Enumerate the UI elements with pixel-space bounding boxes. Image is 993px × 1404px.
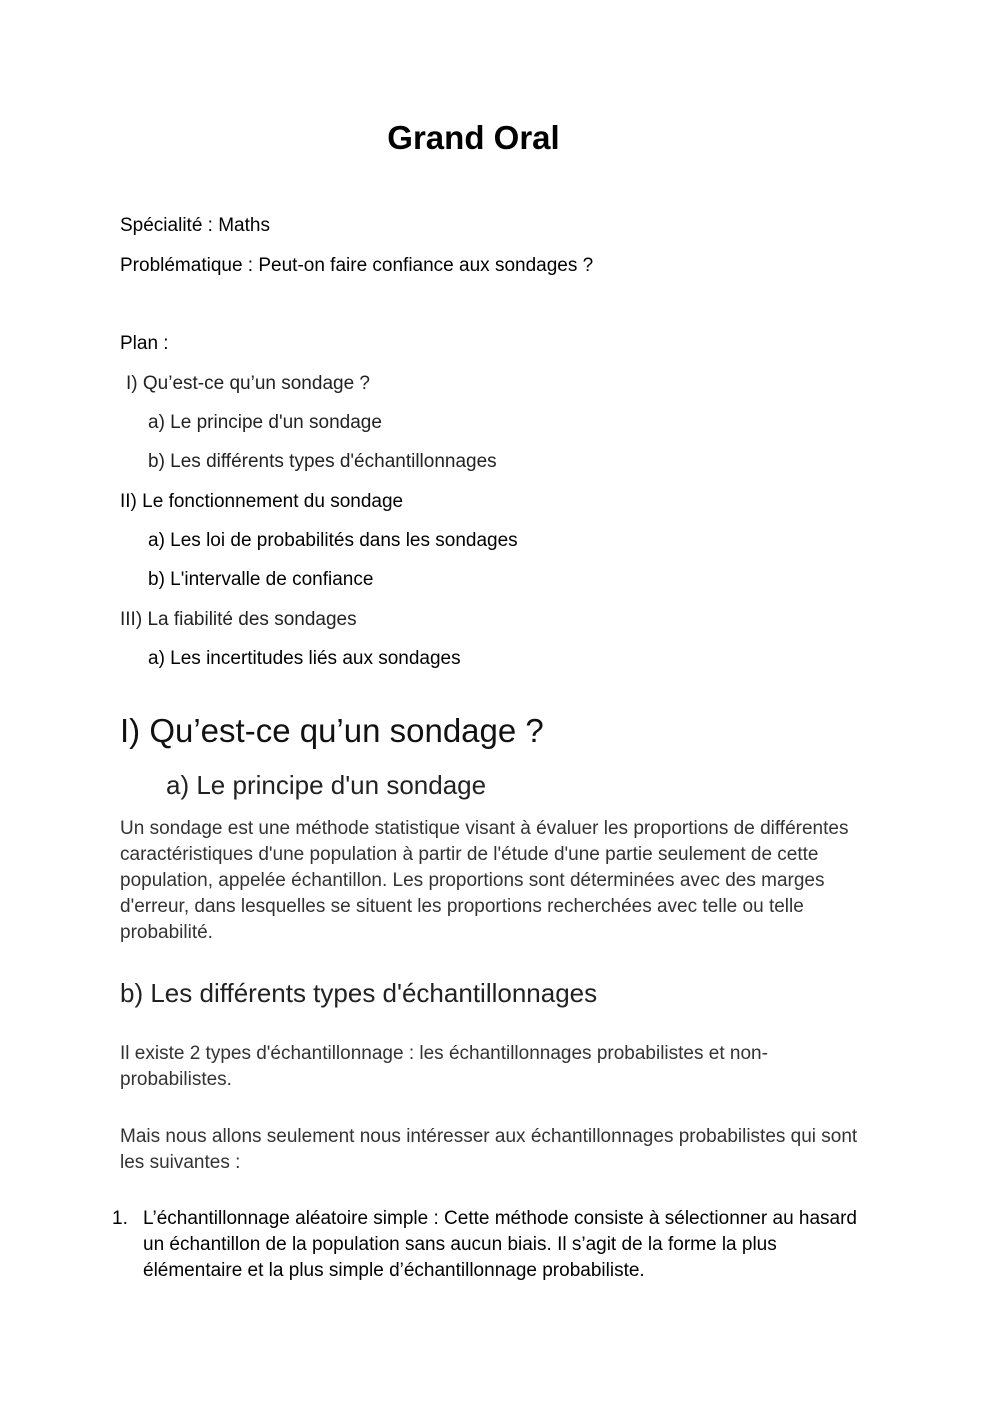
plan-item-part-1b: b) Les différents types d'échantillonnages — [148, 451, 497, 472]
section-1-heading: I) Qu’est-ce qu’un sondage ? — [120, 712, 544, 749]
document-title: Grand Oral — [387, 119, 560, 156]
list-item-number: 1. — [112, 1208, 128, 1229]
section-1b-paragraph-1: Il existe 2 types d'échantillonnage : les échantillonnages probabilistes et non-probabilistes. — [120, 1043, 768, 1090]
plan-item-part-1: I) Qu’est-ce qu’un sondage ? — [126, 373, 370, 394]
section-1b-paragraph-2: Mais nous allons seulement nous intéresser aux échantillonnages probabilistes qui sont les suivantes : — [120, 1126, 858, 1173]
plan-item-part-2b: b) L'intervalle de confiance — [148, 569, 374, 590]
plan-item-part-2: II) Le fonctionnement du sondage — [120, 491, 404, 512]
section-1a-paragraph: Un sondage est une méthode statistique visant à évaluer les proportions de différentes caractéristiques d'une population à partir de l'étude d'une partie seulement de cette population, appelée échantillon. Les proportions sont déterminées avec des marges d'erreur, dans lesquelles se situent les proportions recherchées avec telle ou telle probabilité. — [120, 818, 849, 943]
section-1b-heading: b) Les différents types d'échantillonnages — [120, 978, 598, 1008]
specialite-line: Spécialité : Maths — [120, 215, 270, 236]
plan-label: Plan : — [120, 333, 169, 354]
list-item-text: L’échantillonnage aléatoire simple : Cette méthode consiste à sélectionner au hasard un échantillon de la population sans aucun biais. Il s’agit de la forme la plus élémentaire et la plus simple d’échantillonnage probabiliste. — [143, 1208, 858, 1281]
plan-item-part-1a: a) Le principe d'un sondage — [148, 412, 382, 433]
plan-item-part-3: III) La fiabilité des sondages — [120, 609, 357, 630]
problematique-line: Problématique : Peut-on faire confiance aux sondages ? — [120, 255, 594, 276]
plan-item-part-2a: a) Les loi de probabilités dans les sondages — [148, 530, 518, 551]
section-1a-heading: a) Le principe d'un sondage — [166, 770, 487, 800]
plan-item-part-3a: a) Les incertitudes liés aux sondages — [148, 648, 461, 669]
